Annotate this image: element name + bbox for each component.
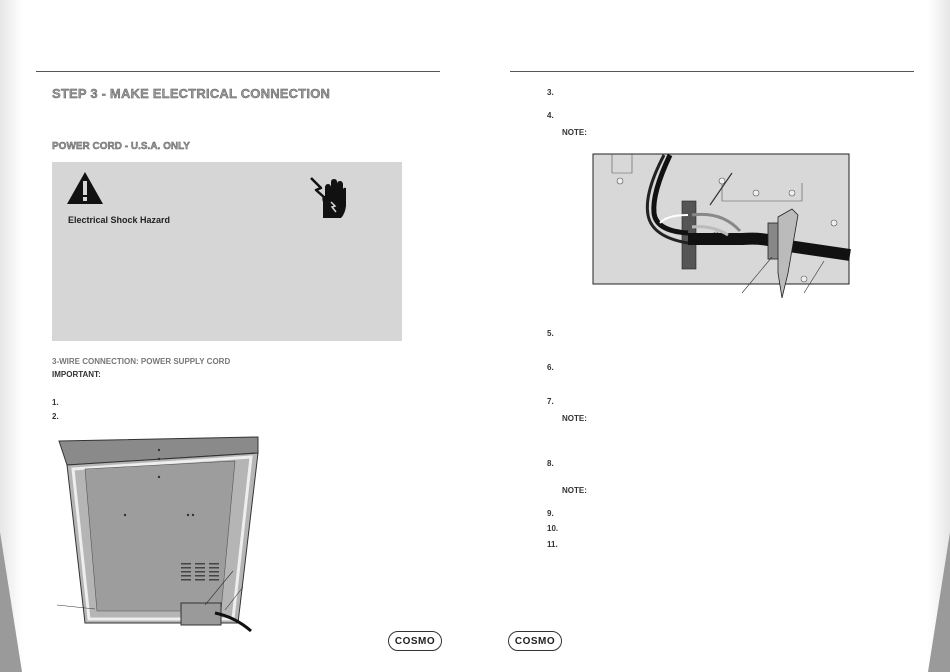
step-number-3: 3. — [547, 88, 554, 97]
step-3-heading: STEP 3 - MAKE ELECTRICAL CONNECTION — [52, 86, 331, 101]
warning-box — [52, 162, 402, 341]
step-number-4: 4. — [547, 111, 554, 120]
step-number-9: 9. — [547, 509, 554, 518]
cosmo-logo-right: COSMO — [508, 631, 562, 651]
left-header-rule — [36, 71, 440, 72]
warning-triangle-icon — [65, 170, 105, 206]
step-number-11: 11. — [547, 540, 558, 549]
range-back-illustration — [55, 435, 265, 635]
cosmo-logo-left: COSMO — [388, 631, 442, 651]
step-number-6: 6. — [547, 363, 554, 372]
step-number-8: 8. — [547, 459, 554, 468]
note-label-3: NOTE: — [562, 486, 587, 495]
terminal-block-illustration — [592, 153, 854, 298]
right-page-corner — [928, 532, 950, 672]
note-label-1: NOTE: — [562, 128, 587, 137]
note-label-2: NOTE: — [562, 414, 587, 423]
warning-title: Electrical Shock Hazard — [68, 215, 171, 225]
step-number-10: 10. — [547, 524, 559, 533]
step-number-2: 2. — [52, 412, 59, 421]
right-header-rule — [510, 71, 914, 72]
shocked-hand-icon — [307, 176, 349, 220]
power-cord-subheading: POWER CORD - U.S.A. ONLY — [52, 141, 190, 152]
step-number-5: 5. — [547, 329, 554, 338]
left-page-corner — [0, 532, 22, 672]
step-number-7: 7. — [547, 397, 554, 406]
important-label: IMPORTANT: — [52, 370, 101, 379]
step-number-1: 1. — [52, 398, 59, 407]
three-wire-connection-label: 3-WIRE CONNECTION: POWER SUPPLY CORD — [52, 357, 231, 366]
